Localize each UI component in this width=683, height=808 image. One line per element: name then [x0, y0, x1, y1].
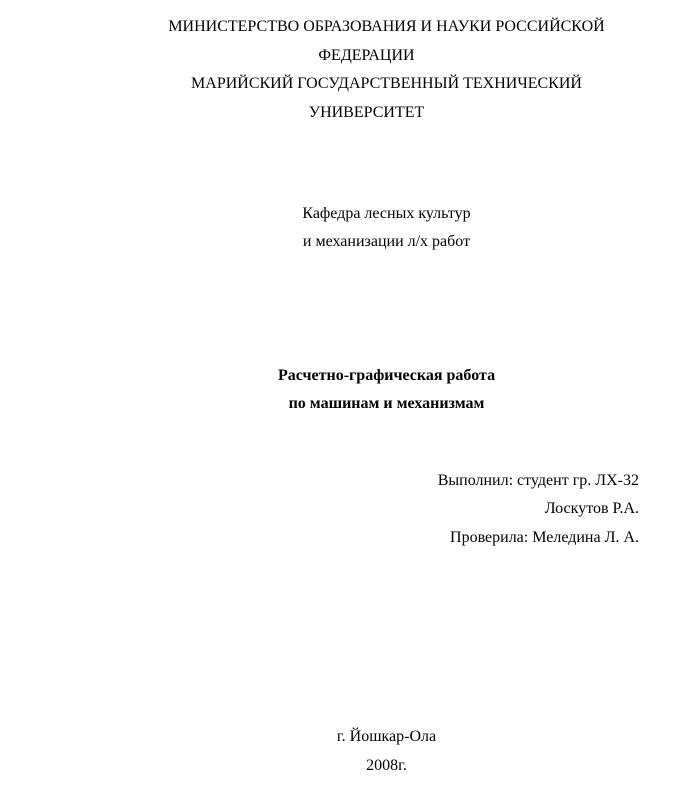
department-line-1: Кафедра лесных культур [302, 205, 471, 222]
department-line-2: и механизации л/х работ [302, 233, 471, 250]
university-line-1: МАРИЙСКИЙ ГОСУДАРСТВЕННЫЙ ТЕХНИЧЕСКИЙ [191, 75, 582, 92]
ministry-line-1: МИНИСТЕРСТВО ОБРАЗОВАНИЯ И НАУКИ РОССИЙСКОЙ [168, 18, 605, 35]
checked-by: Проверила: Меледина Л. А. [450, 529, 639, 546]
city: г. Йошкар-Ола [336, 728, 437, 745]
ministry-line-2: ФЕДЕРАЦИИ [318, 47, 415, 64]
work-title-line-2: по машинам и механизмам [288, 395, 485, 412]
university-line-2: УНИВЕРСИТЕТ [308, 104, 425, 121]
performed-by: Выполнил: студент гр. ЛХ-32 [437, 472, 639, 489]
student-name: Лоскутов Р.А. [544, 500, 639, 517]
work-title-line-1: Расчетно-графическая работа [277, 367, 496, 384]
year: 2008г. [366, 757, 407, 774]
